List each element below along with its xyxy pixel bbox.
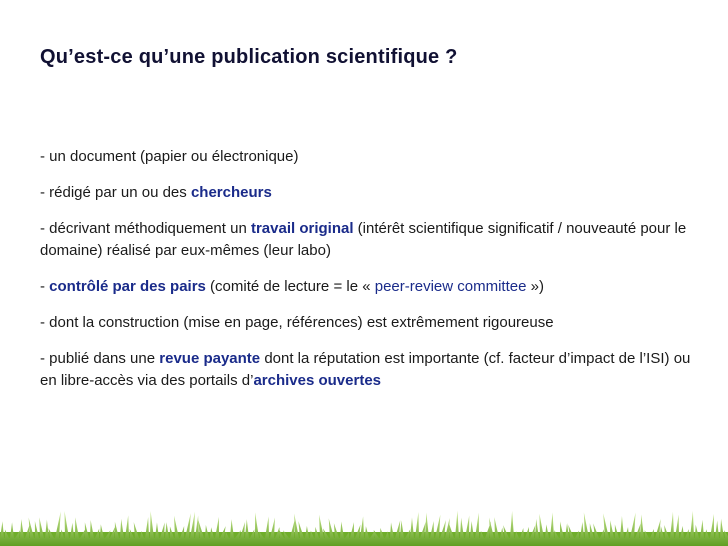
bullet-chercheurs <box>40 182 700 204</box>
highlight-term: peer-review committee <box>374 278 527 295</box>
bullet-pairs <box>40 276 700 298</box>
bullet-text: - un document (papier ou électronique) <box>40 148 299 165</box>
bullet-text: (intérêt scientifique significatif / nouveauté pour le domaine) réalisé par eux-mêmes (leur labo) <box>40 220 687 259</box>
bullet-text: - publié dans une <box>40 350 160 367</box>
bullet-text: - décrivant méthodiquement un <box>40 220 251 237</box>
bullet-text: - <box>40 278 50 295</box>
highlight-term: revue payante <box>159 350 261 367</box>
bullet-construction <box>40 312 700 334</box>
bullet-list <box>40 146 700 406</box>
highlight-term: chercheurs <box>190 184 272 201</box>
bullet-text: (comité de lecture = le « <box>205 278 375 295</box>
highlight-term: contrôlé par des pairs <box>49 278 206 295</box>
highlight-term: archives ouvertes <box>253 372 382 389</box>
bullet-text: ») <box>526 278 544 295</box>
bullet-document <box>40 146 700 168</box>
bullet-revue <box>40 348 700 392</box>
bullet-text: - dont la construction (mise en page, références) est extrêmement rigoureuse <box>40 314 554 331</box>
grass-decoration <box>0 504 728 546</box>
bullet-text: - rédigé par un ou des <box>40 184 191 201</box>
highlight-term: travail original <box>250 220 354 237</box>
bullet-travail-original <box>40 218 700 262</box>
slide-title: Qu’est-ce qu’une publication scientifique ? <box>40 46 458 68</box>
bullet-text: dont la réputation est importante (cf. facteur d’impact de l’ISI) ou en libre-accès via des portails d’ <box>40 350 691 389</box>
